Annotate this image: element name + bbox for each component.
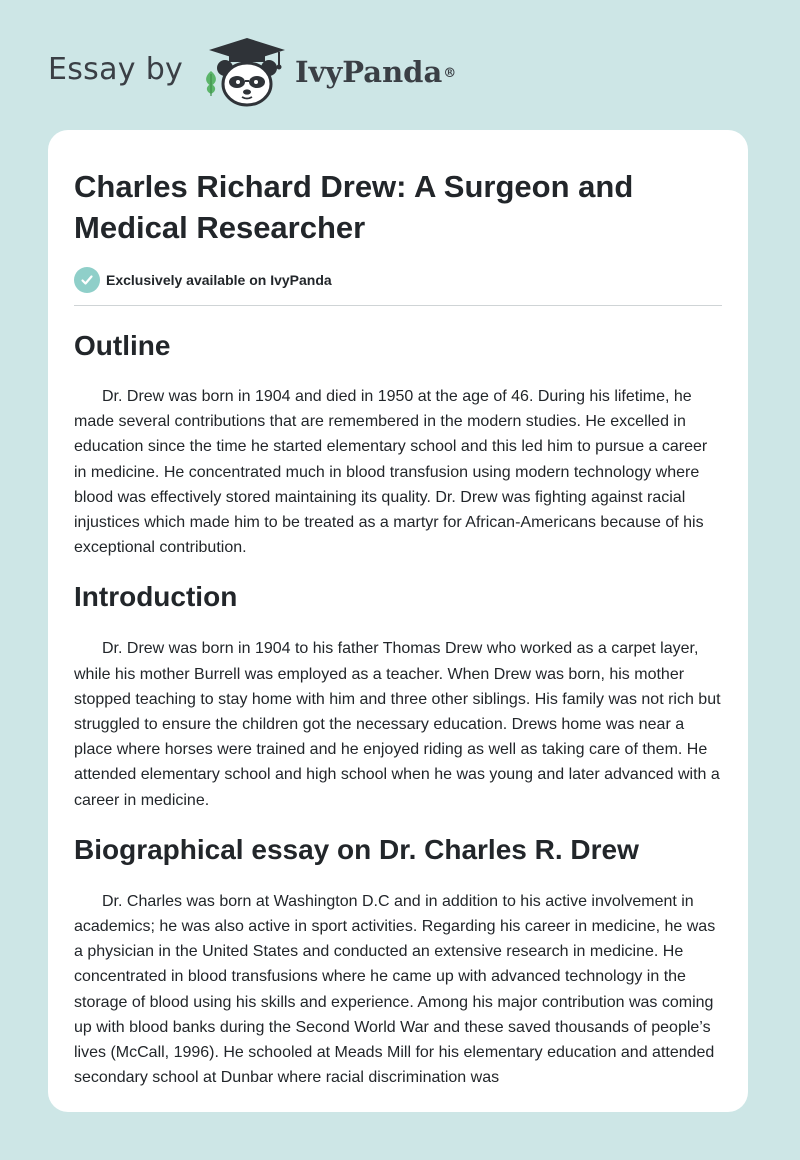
essay-title: Charles Richard Drew: A Surgeon and Medical Researcher: [74, 169, 634, 245]
section-heading-outline: Outline: [74, 330, 171, 361]
section-paragraph-outline: Dr. Drew was born in 1904 and died in 1950 at the age of 46. During his lifetime, he made several contributions that are remembered in the modern studies. He excelled in education since the time he started elementary school and this led him to pursue a career in medicine. He concentrated much in blood transfusion using modern technology where blood was effectively stored maintaining its quality. Dr. Drew was fighting against racial injustices which made him to be treated as a martyr for African-Americans because of his exceptional contribution.: [74, 388, 708, 557]
registered-mark: ®: [443, 66, 457, 81]
essay-content: [74, 166, 722, 1090]
brand-logo-text[interactable]: [295, 54, 456, 90]
section-heading-introduction: Introduction: [74, 581, 238, 613]
panda-graduate-icon[interactable]: [205, 36, 289, 108]
section-paragraph-introduction: Dr. Drew was born in 1904 to his father Thomas Drew who worked as a carpet layer, while his mother Burrell was employed as a teacher. When Drew was born, his mother stopped teaching to stay home with him and three other siblings. His family was not rich but struggled to ensure the children got the necessary education. Drews home was near a place where horses were trained and he enjoyed riding as well as taking care of them. He attended elementary school and high school when he was young and later advanced with a career in medicine.: [74, 640, 721, 809]
exclusive-badge-label: Exclusively available on IvyPanda: [106, 272, 332, 288]
exclusive-badge: [74, 266, 722, 294]
brand-name: IvyPanda: [295, 55, 443, 89]
section-heading-biographical: Biographical essay on Dr. Charles R. Drew: [74, 833, 639, 865]
essay-by-label: Essay by: [48, 52, 184, 87]
site-header: [0, 0, 800, 120]
section-paragraph-biographical: Dr. Charles was born at Washington D.C and in addition to his active involvement in academics; he was also active in sport activities. Regarding his career in medicine, he was a physician in the United States and conducted an extensive research in medicine. He concentrated in blood transfusions where he came up with advanced technology in the storage of blood using his skills and experience. Among his major contribution was coming up with blood banks during the Second World War and these saved thousands of people’s lives (McCall, 1996). He schooled at Meads Mill for his elementary education and attended secondary school at Dunbar where racial discrimination was: [74, 892, 716, 1087]
essay-card: [48, 130, 748, 1112]
check-circle-icon: [74, 267, 100, 293]
title-divider: [74, 305, 722, 306]
